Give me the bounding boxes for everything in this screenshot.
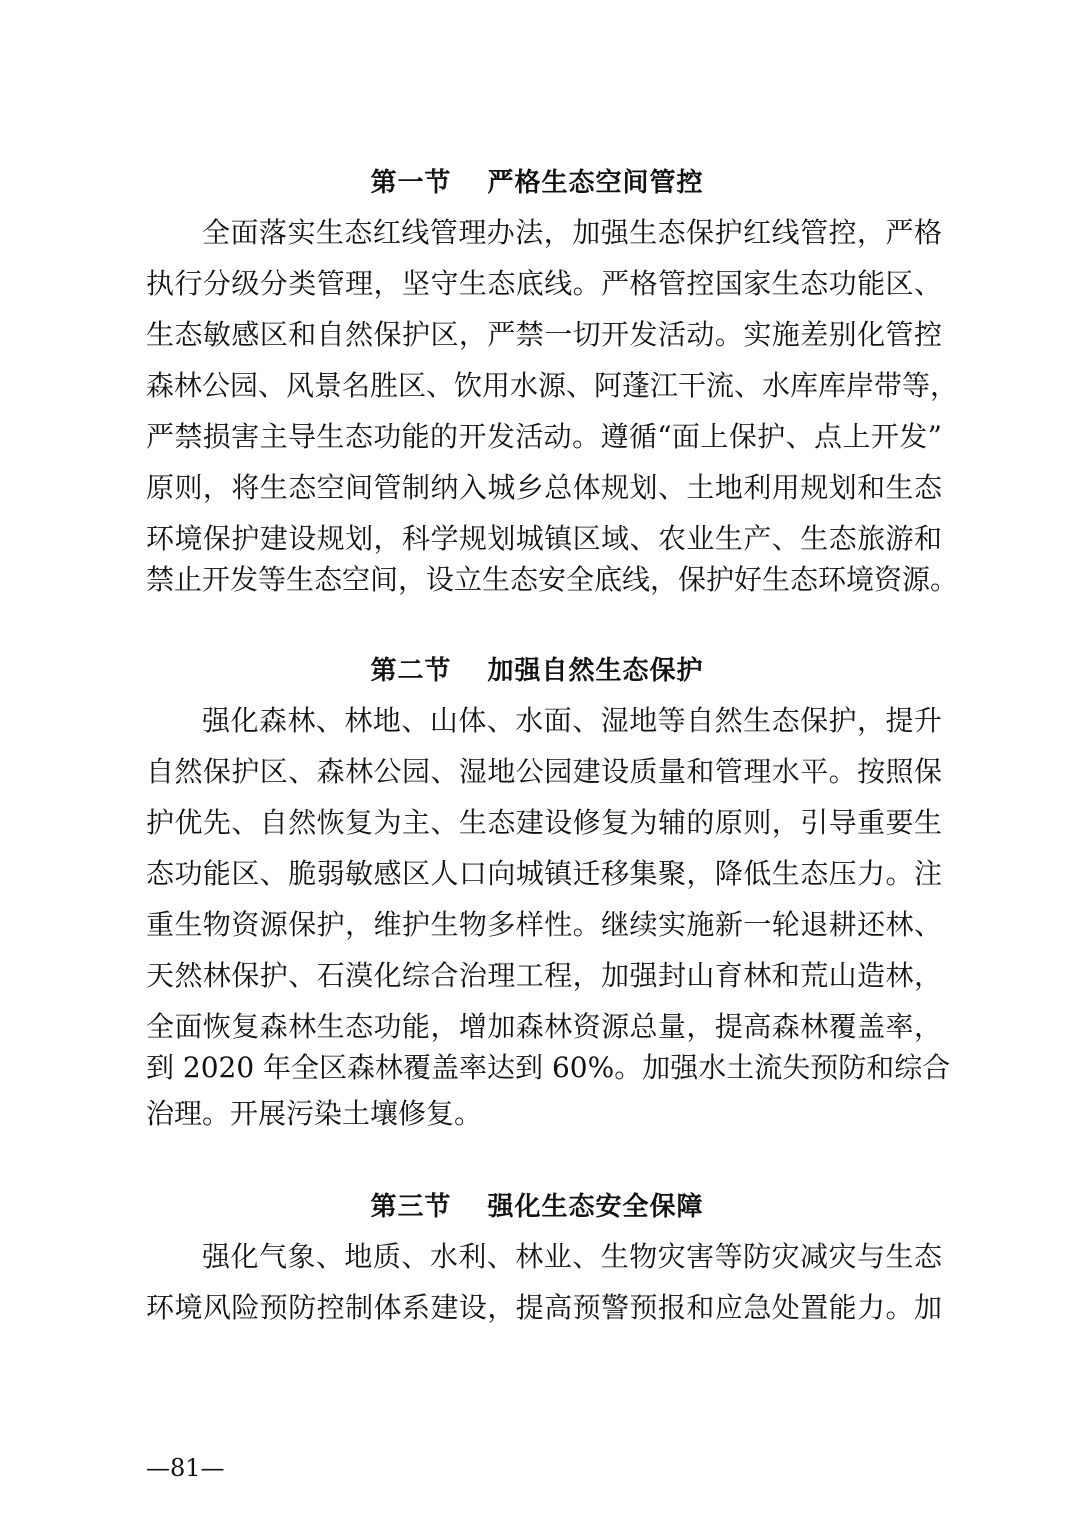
- paragraph-line: 强化森林、林地、山体、水面、湿地等自然生态保护，提升: [202, 704, 942, 737]
- page-number: —81—: [146, 1454, 225, 1482]
- paragraph-line: 天然林保护、石漠化综合治理工程，加强封山育林和荒山造林，: [146, 959, 942, 992]
- paragraph-line: 禁止开发等生态空间，设立生态安全底线，保护好生态环境资源。: [146, 563, 959, 596]
- section-label: 第一节: [370, 168, 452, 198]
- paragraph-line: 全面落实生态红线管理办法，加强生态保护红线管控，严格: [202, 216, 942, 249]
- paragraph-line: 生态敏感区和自然保护区，严禁一切开发活动。实施差别化管控: [146, 318, 942, 351]
- paragraph-line: 强化气象、地质、水利、林业、生物灾害等防灾减灾与生态: [202, 1240, 942, 1273]
- paragraph-line: 态功能区、脆弱敏感区人口向城镇迁移集聚，降低生态压力。注: [146, 857, 942, 890]
- paragraph-line: 重生物资源保护，维护生物多样性。继续实施新一轮退耕还林、: [146, 908, 942, 941]
- paragraph-line: 到 2020 年全区森林覆盖率达到 60%。加强水土流失预防和综合: [146, 1051, 951, 1084]
- paragraph-line: 森林公园、风景名胜区、饮用水源、阿蓬江干流、水库库岸带等，: [146, 369, 959, 402]
- section-title: 严格生态空间管控: [487, 168, 704, 198]
- paragraph-line: 自然保护区、森林公园、湿地公园建设质量和管理水平。按照保: [146, 755, 942, 788]
- section-label: 第三节: [370, 1192, 452, 1222]
- paragraph-line: 环境保护建设规划，科学规划城镇区域、农业生产、生态旅游和: [146, 522, 942, 555]
- section-heading: [0, 163, 1074, 203]
- paragraph-line: 严禁损害主导生态功能的开发活动。遵循“面上保护、点上开发”: [146, 420, 942, 453]
- section-heading: [0, 651, 1074, 691]
- paragraph-line: 原则，将生态空间管制纳入城乡总体规划、土地利用规划和生态: [146, 471, 942, 504]
- section-heading: [0, 1187, 1074, 1227]
- paragraph-line: 全面恢复森林生态功能，增加森林资源总量，提高森林覆盖率，: [146, 1010, 942, 1043]
- paragraph-line: 护优先、自然恢复为主、生态建设修复为辅的原则，引导重要生: [146, 806, 942, 839]
- section-label: 第二节: [370, 656, 452, 686]
- paragraph-line: 执行分级分类管理，坚守生态底线。严格管控国家生态功能区、: [146, 267, 942, 300]
- section-title: 加强自然生态保护: [487, 656, 704, 686]
- section-title: 强化生态安全保障: [487, 1192, 704, 1222]
- paragraph-line: 治理。开展污染土壤修复。: [146, 1097, 483, 1130]
- paragraph-line: 环境风险预防控制体系建设，提高预警预报和应急处置能力。加: [146, 1291, 942, 1324]
